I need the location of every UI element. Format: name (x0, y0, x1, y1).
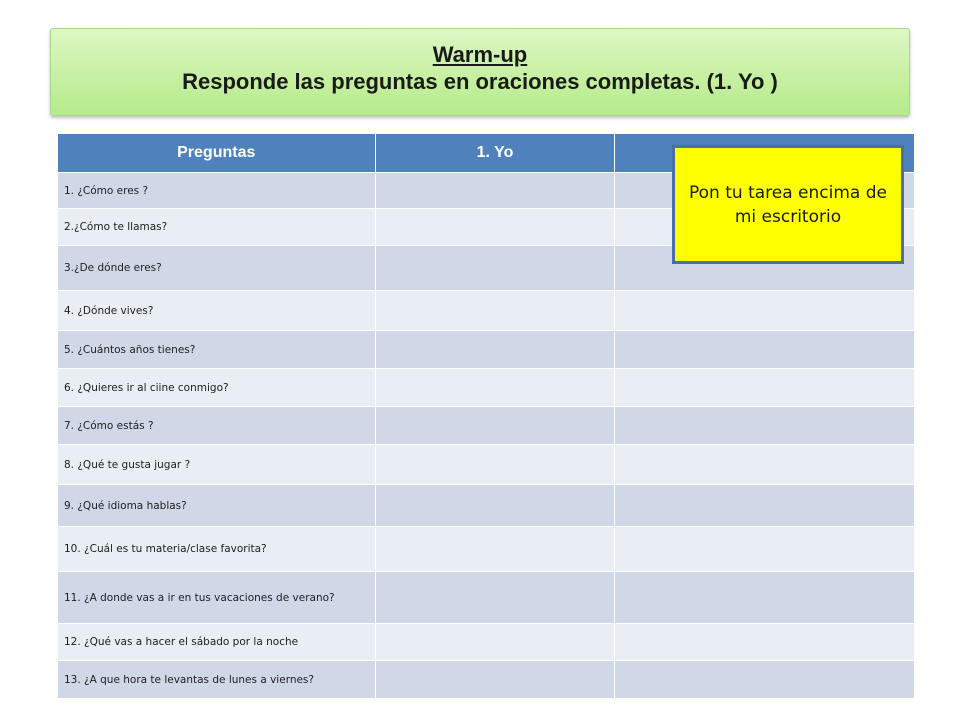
header-yo: 1. Yo (376, 134, 615, 173)
title-warm-up: Warm-up (432, 42, 528, 67)
table-row (58, 624, 915, 661)
answer-cell-third[interactable] (615, 331, 915, 369)
homework-note (672, 145, 904, 264)
answer-cell-yo[interactable] (376, 369, 615, 407)
answer-cell-third[interactable] (615, 369, 915, 407)
answer-cell-third[interactable] (615, 572, 915, 624)
question-cell: 11. ¿A donde vas a ir en tus vacaciones de verano? (58, 572, 376, 624)
question-cell: 12. ¿Qué vas a hacer el sábado por la noche (58, 624, 376, 661)
answer-cell-third[interactable] (615, 485, 915, 527)
table-row (58, 485, 915, 527)
title-box (50, 28, 910, 116)
homework-note-text: Pon tu tarea encima de mi escritorio (689, 182, 887, 227)
table-row (58, 445, 915, 485)
answer-cell-third[interactable] (615, 407, 915, 445)
answer-cell-yo[interactable] (376, 527, 615, 572)
question-cell: 8. ¿Qué te gusta jugar ? (58, 445, 376, 485)
table-row (58, 572, 915, 624)
answer-cell-yo[interactable] (376, 661, 615, 699)
answer-cell-yo[interactable] (376, 485, 615, 527)
title-instructions: Responde las preguntas en oraciones completas. (1. Yo ) (182, 69, 778, 94)
header-preguntas: Preguntas (58, 134, 376, 173)
answer-cell-yo[interactable] (376, 445, 615, 485)
question-cell: 4. ¿Dónde vives? (58, 291, 376, 331)
question-cell: 10. ¿Cuál es tu materia/clase favorita? (58, 527, 376, 572)
question-cell: 13. ¿A que hora te levantas de lunes a viernes? (58, 661, 376, 699)
table-row (58, 369, 915, 407)
answer-cell-third[interactable] (615, 661, 915, 699)
question-cell: 9. ¿Qué idioma hablas? (58, 485, 376, 527)
question-cell: 6. ¿Quieres ir al ciine conmigo? (58, 369, 376, 407)
question-cell: 5. ¿Cuántos años tienes? (58, 331, 376, 369)
answer-cell-third[interactable] (615, 445, 915, 485)
table-row (58, 407, 915, 445)
answer-cell-third[interactable] (615, 527, 915, 572)
question-cell: 7. ¿Cómo estás ? (58, 407, 376, 445)
answer-cell-third[interactable] (615, 291, 915, 331)
answer-cell-yo[interactable] (376, 246, 615, 291)
answer-cell-third[interactable] (615, 624, 915, 661)
answer-cell-yo[interactable] (376, 407, 615, 445)
answer-cell-yo[interactable] (376, 624, 615, 661)
answer-cell-yo[interactable] (376, 173, 615, 209)
question-cell: 1. ¿Cómo eres ? (58, 173, 376, 209)
answer-cell-yo[interactable] (376, 291, 615, 331)
answer-cell-yo[interactable] (376, 209, 615, 246)
answer-cell-yo[interactable] (376, 331, 615, 369)
table-row (58, 527, 915, 572)
table-row (58, 661, 915, 699)
question-cell: 3.¿De dónde eres? (58, 246, 376, 291)
answer-cell-yo[interactable] (376, 572, 615, 624)
table-row (58, 331, 915, 369)
table-row (58, 291, 915, 331)
question-cell: 2.¿Cómo te llamas? (58, 209, 376, 246)
